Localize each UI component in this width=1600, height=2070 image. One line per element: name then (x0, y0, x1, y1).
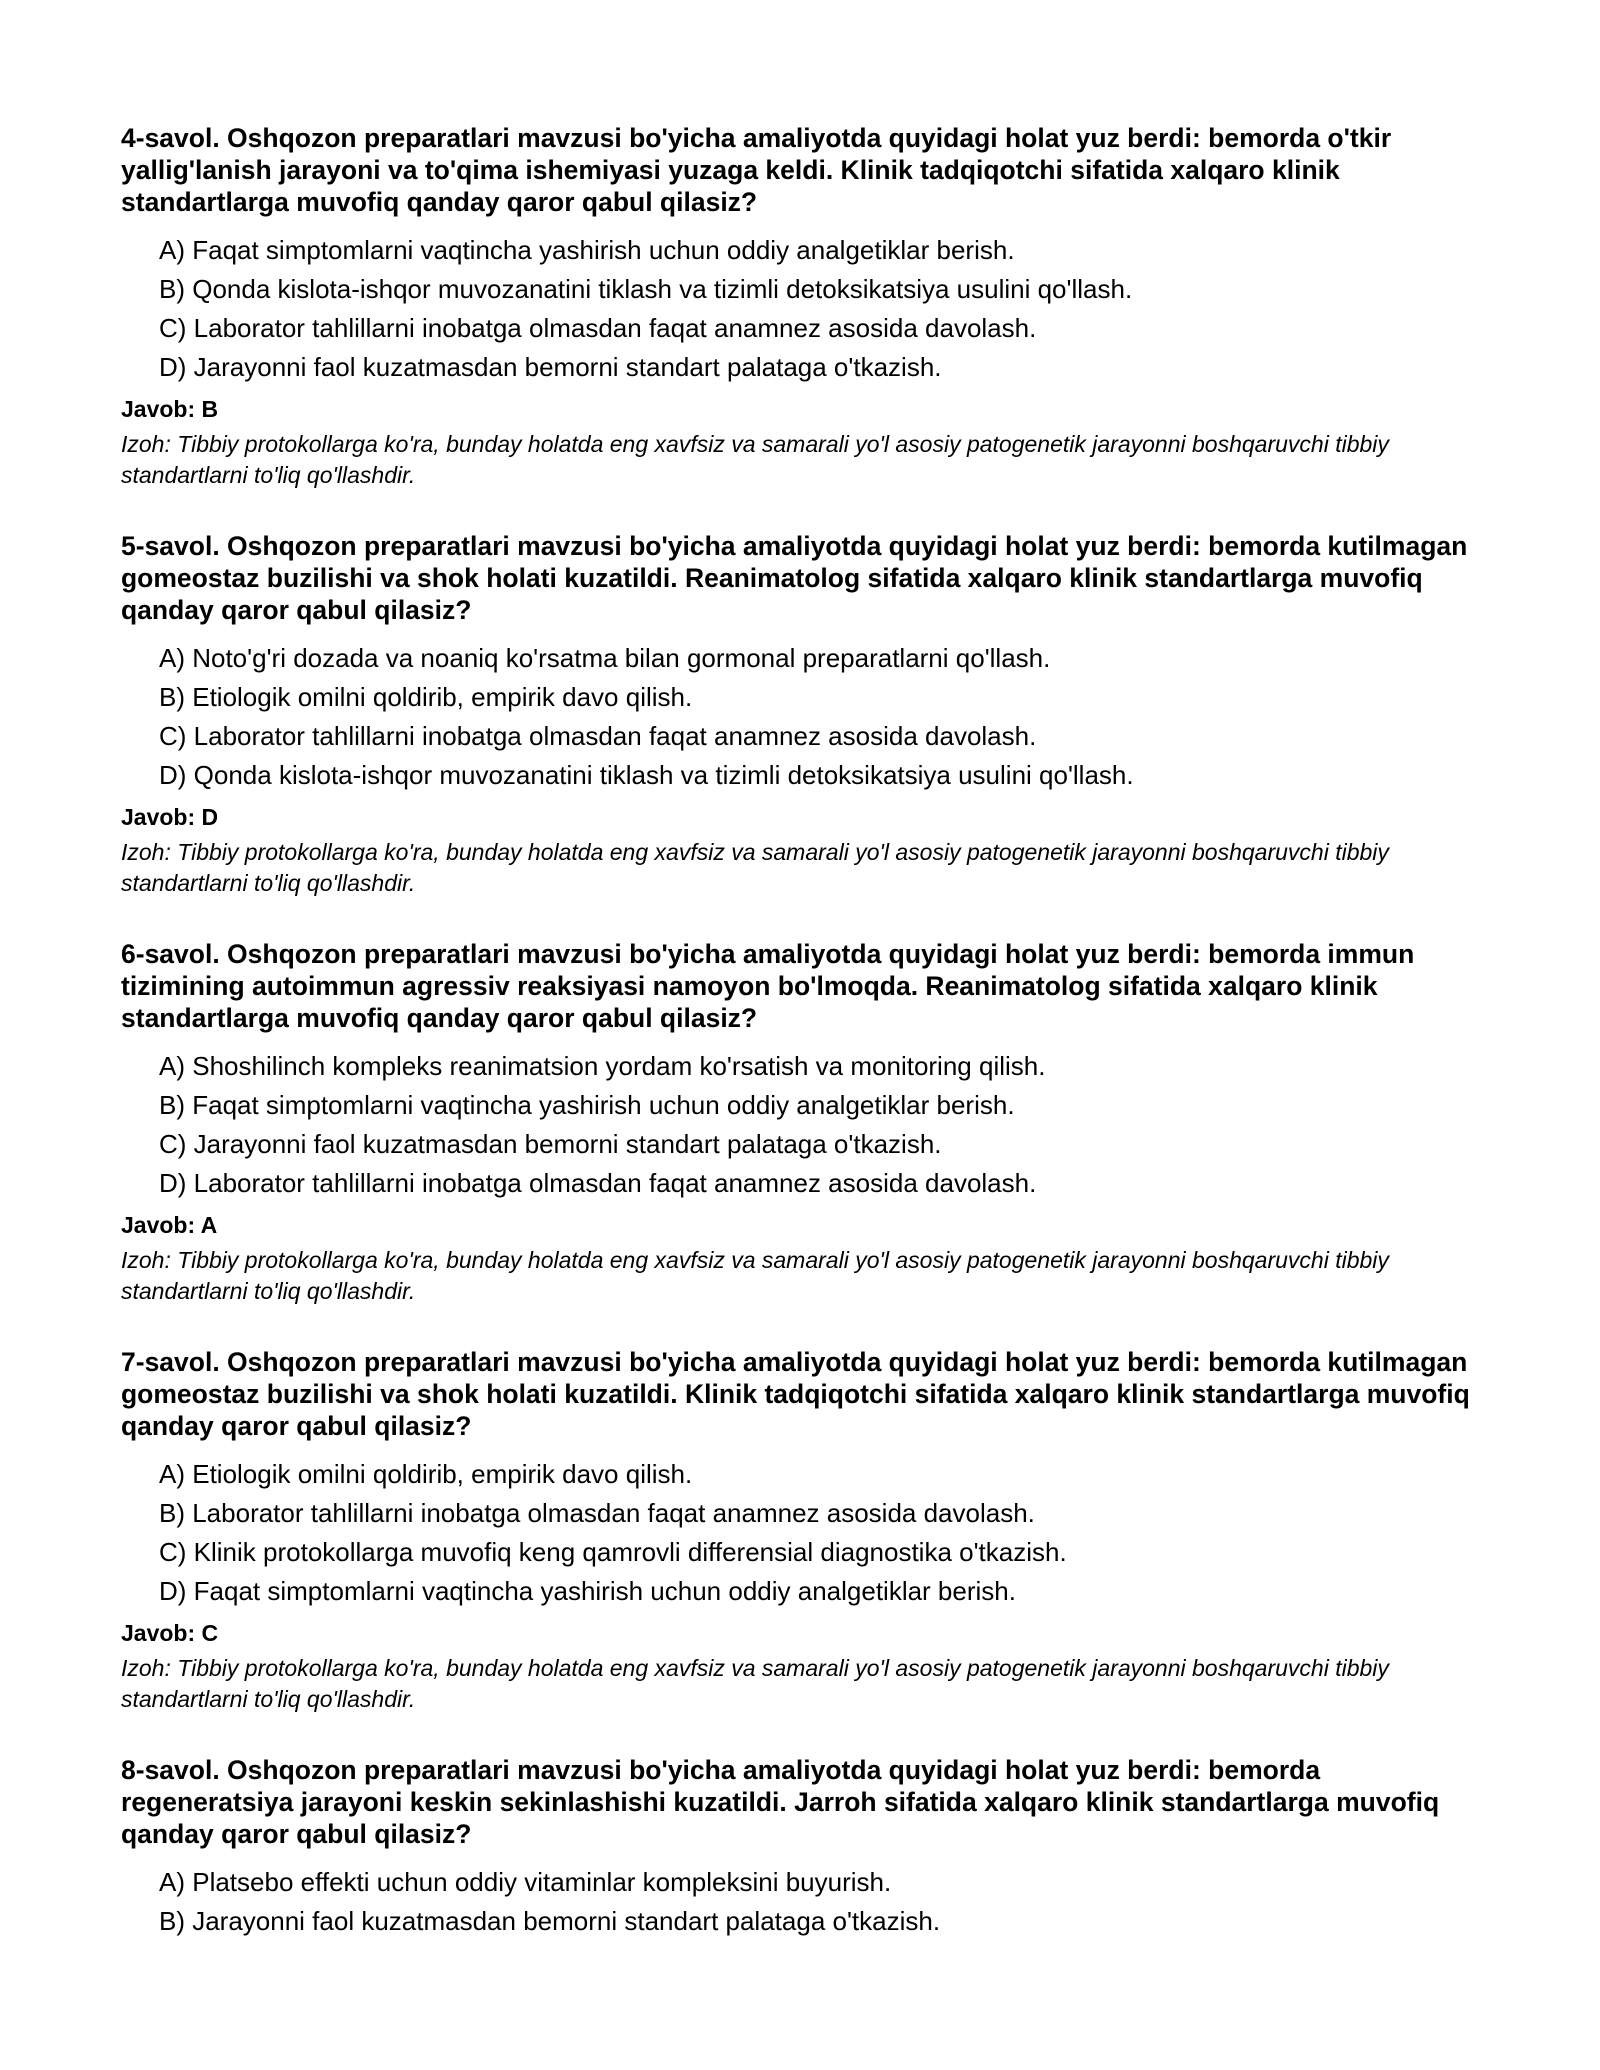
option-b: B) Etiologik omilni qoldirib, empirik davo qilish. (159, 682, 693, 712)
option-c: C) Laborator tahlillarni inobatga olmasdan faqat anamnez asosida davolash. (159, 721, 1037, 751)
question-block (121, 1346, 1481, 1715)
question-block (121, 1754, 1481, 1941)
option-b: B) Laborator tahlillarni inobatga olmasdan faqat anamnez asosida davolash. (159, 1498, 1035, 1528)
explanation-text: Izoh: Tibbiy protokollarga ko'ra, bunday holatda eng xavfsiz va samarali yo'l asosiy patogenetik jarayonni boshqaruvchi tibbiy standartlarni to'liq qo'llashdir. (121, 431, 1389, 488)
question-block (121, 122, 1481, 491)
option-c: C) Laborator tahlillarni inobatga olmasdan faqat anamnez asosida davolash. (159, 313, 1037, 343)
option-b: B) Faqat simptomlarni vaqtincha yashirish uchun oddiy analgetiklar berish. (159, 1090, 1015, 1120)
option-d: D) Faqat simptomlarni vaqtincha yashirish uchun oddiy analgetiklar berish. (159, 1576, 1016, 1606)
question-text: 8-savol. Oshqozon preparatlari mavzusi bo'yicha amaliyotda quyidagi holat yuz berdi: bemorda regeneratsiya jarayoni keskin sekinlashishi kuzatildi. Jarroh sifatida xalqaro klinik standartlarga muvofiq qanday qaror qabul qilasiz? (121, 1755, 1440, 1849)
answer-label: Javob: C (121, 1620, 219, 1646)
explanation-text: Izoh: Tibbiy protokollarga ko'ra, bunday holatda eng xavfsiz va samarali yo'l asosiy patogenetik jarayonni boshqaruvchi tibbiy standartlarni to'liq qo'llashdir. (121, 1655, 1389, 1712)
question-text: 6-savol. Oshqozon preparatlari mavzusi bo'yicha amaliyotda quyidagi holat yuz berdi: bemorda immun tizimining autoimmun agressiv reaksiyasi namoyon bo'lmoqda. Reanimatolog sifatida xalqaro klinik standartlarga muvofiq qanday qaror qabul qilasiz? (121, 939, 1415, 1033)
answer-label: Javob: D (121, 804, 219, 830)
option-a: A) Noto'g'ri dozada va noaniq ko'rsatma bilan gormonal preparatlarni qo'llash. (159, 643, 1051, 673)
option-a: A) Platsebo effekti uchun oddiy vitaminlar kompleksini buyurish. (159, 1867, 892, 1897)
option-d: D) Laborator tahlillarni inobatga olmasdan faqat anamnez asosida davolash. (159, 1168, 1037, 1198)
explanation-text: Izoh: Tibbiy protokollarga ko'ra, bunday holatda eng xavfsiz va samarali yo'l asosiy patogenetik jarayonni boshqaruvchi tibbiy standartlarni to'liq qo'llashdir. (121, 839, 1389, 896)
option-c: C) Klinik protokollarga muvofiq keng qamrovli differensial diagnostika o'tkazish. (159, 1537, 1067, 1567)
option-b: B) Qonda kislota-ishqor muvozanatini tiklash va tizimli detoksikatsiya usulini qo'llash. (159, 274, 1133, 304)
question-text: 4-savol. Oshqozon preparatlari mavzusi bo'yicha amaliyotda quyidagi holat yuz berdi: bemorda o'tkir yallig'lanish jarayoni va to'qima ishemiyasi yuzaga keldi. Klinik tadqiqotchi sifatida xalqaro klinik standartlarga muvofiq qanday qaror qabul qilasiz? (121, 123, 1392, 217)
option-d: D) Jarayonni faol kuzatmasdan bemorni standart palataga o'tkazish. (159, 352, 942, 382)
answer-label: Javob: B (121, 396, 219, 422)
options-list (121, 1455, 1481, 1611)
question-block (121, 938, 1481, 1307)
options-list (121, 231, 1481, 387)
document-page (121, 122, 1481, 1980)
options-list (121, 1047, 1481, 1203)
option-c: C) Jarayonni faol kuzatmasdan bemorni standart palataga o'tkazish. (159, 1129, 942, 1159)
options-list (121, 639, 1481, 795)
option-d: D) Qonda kislota-ishqor muvozanatini tiklash va tizimli detoksikatsiya usulini qo'llash. (159, 760, 1134, 790)
question-block (121, 530, 1481, 899)
explanation-text: Izoh: Tibbiy protokollarga ko'ra, bunday holatda eng xavfsiz va samarali yo'l asosiy patogenetik jarayonni boshqaruvchi tibbiy standartlarni to'liq qo'llashdir. (121, 1247, 1389, 1304)
answer-label: Javob: A (121, 1212, 218, 1238)
option-a: A) Faqat simptomlarni vaqtincha yashirish uchun oddiy analgetiklar berish. (159, 235, 1015, 265)
option-a: A) Shoshilinch kompleks reanimatsion yordam ko'rsatish va monitoring qilish. (159, 1051, 1046, 1081)
option-a: A) Etiologik omilni qoldirib, empirik davo qilish. (159, 1459, 693, 1489)
option-b: B) Jarayonni faol kuzatmasdan bemorni standart palataga o'tkazish. (159, 1906, 941, 1936)
question-text: 5-savol. Oshqozon preparatlari mavzusi bo'yicha amaliyotda quyidagi holat yuz berdi: bemorda kutilmagan gomeostaz buzilishi va shok holati kuzatildi. Reanimatolog sifatida xalqaro klinik standartlarga muvofiq qanday qaror qabul qilasiz? (121, 531, 1468, 625)
options-list (121, 1863, 1481, 1941)
question-text: 7-savol. Oshqozon preparatlari mavzusi bo'yicha amaliyotda quyidagi holat yuz berdi: bemorda kutilmagan gomeostaz buzilishi va shok holati kuzatildi. Klinik tadqiqotchi sifatida xalqaro klinik standartlarga muvofiq qanday qaror qabul qilasiz? (121, 1347, 1470, 1441)
